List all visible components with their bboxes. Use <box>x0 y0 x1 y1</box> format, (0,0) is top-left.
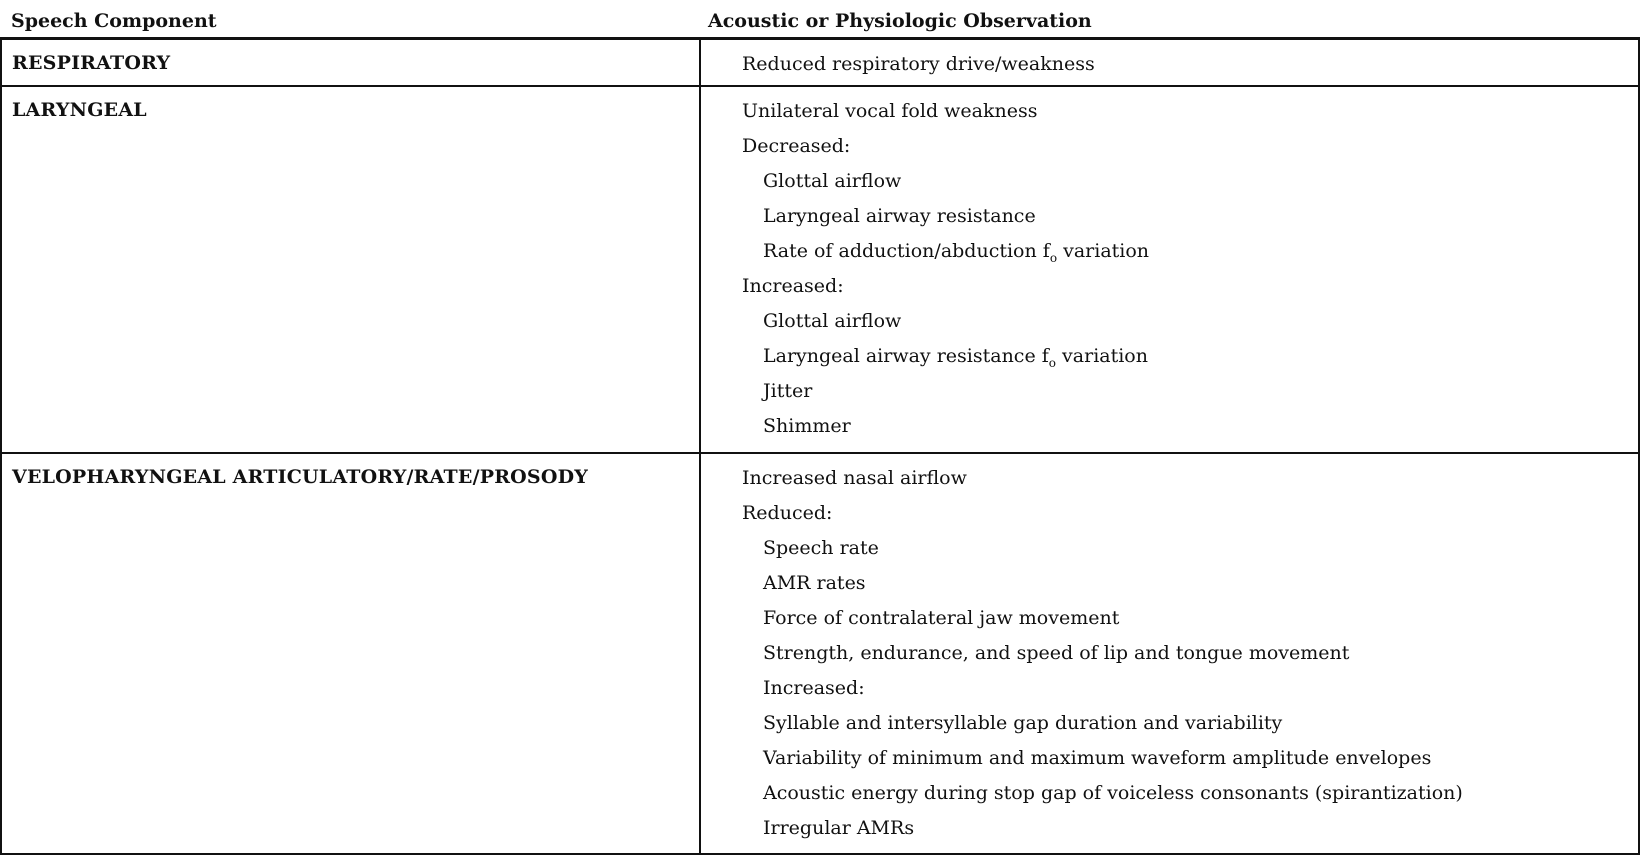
list-item: Force of contralateral jaw movement <box>763 607 1120 629</box>
list-item: Acoustic energy during stop gap of voiceless consonants (spirantization) <box>763 782 1463 804</box>
category-velopharyngeal: VELOPHARYNGEAL ARTICULATORY/RATE/PROSODY <box>12 466 589 488</box>
column-divider <box>699 454 701 853</box>
list-item: AMR rates <box>763 572 866 594</box>
list-item: Speech rate <box>763 537 879 559</box>
list-item: Laryngeal airway resistance <box>763 205 1036 227</box>
list-item: Increased nasal airflow <box>742 467 967 489</box>
header-observation: Acoustic or Physiologic Observation <box>708 10 1092 32</box>
table-row <box>0 40 1640 87</box>
list-item: Increased: <box>763 677 865 699</box>
list-item: Increased: <box>742 275 844 297</box>
list-item: Irregular AMRs <box>763 817 915 839</box>
list-item: Syllable and intersyllable gap duration and variability <box>763 712 1283 734</box>
list-item: Reduced respiratory drive/weakness <box>742 53 1095 75</box>
list-item: Variability of minimum and maximum waveform amplitude envelopes <box>763 747 1432 769</box>
column-divider <box>699 87 701 452</box>
list-item: Reduced: <box>742 502 833 524</box>
list-item: Strength, endurance, and speed of lip and tongue movement <box>763 642 1350 664</box>
list-item: Laryngeal airway resistance $f_o$ variation <box>763 345 1148 370</box>
observation-list <box>742 466 1463 851</box>
table-header <box>0 0 1640 40</box>
header-speech-component: Speech Component <box>11 10 217 32</box>
table-row <box>0 87 1640 454</box>
list-item: Glottal airflow <box>763 310 902 332</box>
list-item: Rate of adduction/abduction $f_o$ variation <box>763 240 1150 265</box>
list-item: Shimmer <box>763 415 851 437</box>
category-respiratory: RESPIRATORY <box>12 52 171 74</box>
list-item: Decreased: <box>742 135 851 157</box>
table-row <box>0 454 1640 855</box>
category-laryngeal: LARYNGEAL <box>12 99 147 121</box>
observation-list <box>742 52 1095 87</box>
observation-list <box>742 99 1149 449</box>
list-item: Unilateral vocal fold weakness <box>742 100 1038 122</box>
column-divider <box>699 40 701 85</box>
list-item: Glottal airflow <box>763 170 902 192</box>
list-item: Jitter <box>763 380 813 402</box>
